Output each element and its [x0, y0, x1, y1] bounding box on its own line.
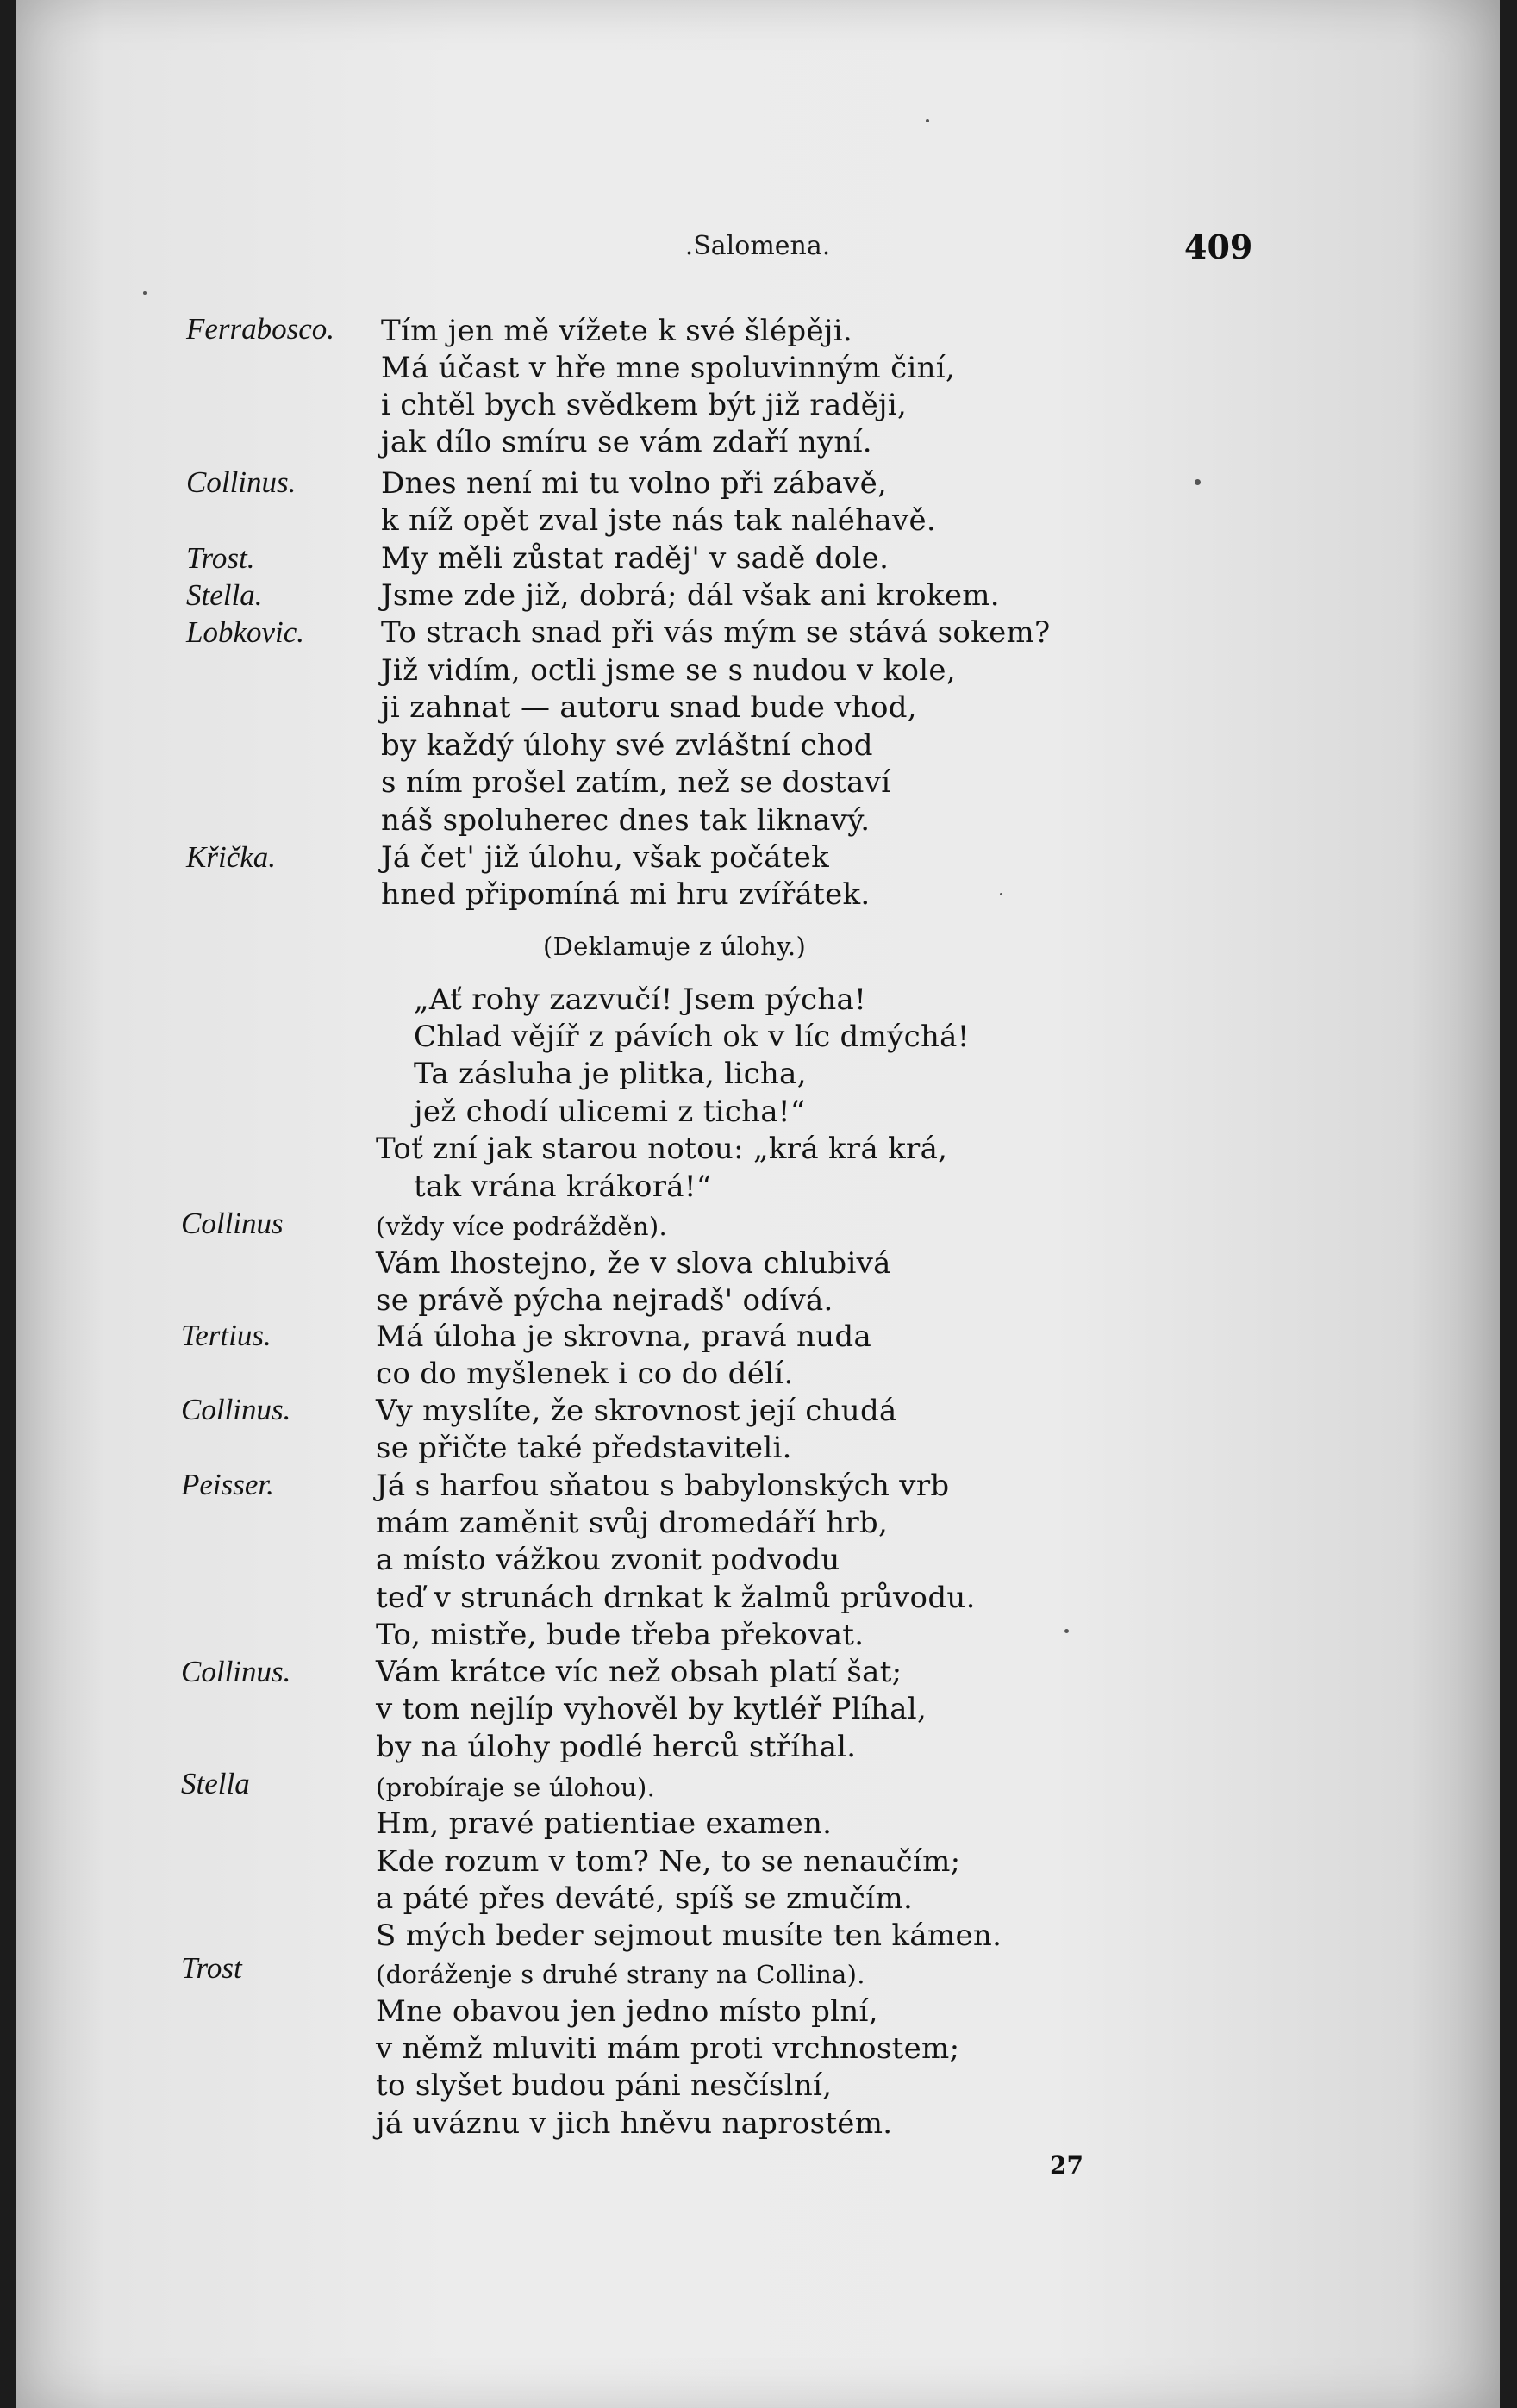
verse-line: Jsme zde již, dobrá; dál však ani krokem. — [381, 578, 1000, 613]
verse-line: Toť zní jak starou notou: „krá krá krá, — [376, 1132, 948, 1166]
verse-line: a páté přes deváté, spíš se zmučím. — [376, 1881, 914, 1916]
verse-line: Dnes není mi tu volno při zábavě, — [381, 466, 888, 501]
verse-line: To, mistře, bude třeba překovat. — [376, 1618, 865, 1652]
verse-line: se přičte také představiteli. — [376, 1431, 792, 1465]
speaker-collinus: Collinus. — [181, 1655, 291, 1688]
verse-line: „Ať rohy zazvučí! Jsem pýcha! — [414, 983, 867, 1017]
verse-line: S mých beder sejmout musíte ten kámen. — [376, 1918, 1002, 1953]
verse-line: teď v strunách drnkat k žalmů průvodu. — [376, 1581, 976, 1615]
verse-line: já uváznu v jich hněvu naprostém. — [376, 2106, 893, 2141]
print-speck — [1195, 479, 1201, 485]
stage-direction: (vždy více podrážděn). — [376, 1212, 667, 1241]
verse-line: Vám krátce víc než obsah platí šat; — [376, 1655, 902, 1689]
verse-line: Vy myslíte, že skrovnost její chudá — [376, 1394, 897, 1428]
running-head: .Salomena. — [684, 231, 831, 261]
verse-line: v tom nejlíp vyhověl by kytléř Plíhal, — [376, 1692, 927, 1726]
verse-line: se právě pýcha nejradš' odívá. — [376, 1283, 833, 1318]
verse-line: by každý úlohy své zvláštní chod — [381, 728, 873, 763]
verse-line: Ta zásluha je plitka, licha, — [414, 1057, 807, 1091]
speaker-peisser: Peisser. — [181, 1468, 274, 1501]
verse-line: Vám lhostejno, že v slova chlubivá — [376, 1246, 891, 1281]
verse-line: Tím jen mě vížete k své šlépěji. — [381, 314, 852, 348]
stage-direction: (probíraje se úlohou). — [376, 1773, 656, 1802]
verse-line: v němž mluviti mám proti vrchnostem; — [376, 2031, 960, 2066]
speaker-collinus: Collinus — [181, 1207, 284, 1240]
verse-line: ji zahnat — autoru snad bude vhod, — [381, 690, 917, 725]
speaker-lobkovic: Lobkovic. — [186, 615, 305, 649]
verse-line: Kde rozum v tom? Ne, to se nenaučím; — [376, 1844, 961, 1879]
verse-line: to slyšet budou páni nesčíslní, — [376, 2068, 833, 2103]
speaker-stella: Stella. — [186, 578, 263, 612]
speaker-ferrabosco: Ferrabosco. — [186, 312, 335, 346]
print-speck — [1000, 893, 1002, 895]
stage-direction: (Deklamuje z úlohy.) — [543, 932, 807, 961]
verse-line: My měli zůstat raděj' v sadě dole. — [381, 541, 890, 576]
speaker-collinus: Collinus. — [181, 1393, 291, 1426]
signature-mark: 27 — [1050, 2151, 1083, 2180]
page-number: 409 — [1184, 228, 1253, 266]
verse-line: tak vrána krákorá!“ — [414, 1170, 712, 1204]
stage-direction: (doráženje s druhé strany na Collina). — [376, 1960, 865, 1989]
print-speck — [143, 291, 147, 295]
verse-line: mám zaměnit svůj dromedáří hrb, — [376, 1506, 889, 1540]
print-speck — [926, 119, 929, 122]
speaker-collinus: Collinus. — [186, 465, 297, 499]
print-speck — [1064, 1629, 1069, 1633]
speaker-kricka: Křička. — [186, 840, 277, 874]
verse-line: jež chodí ulicemi z ticha!“ — [414, 1095, 806, 1129]
verse-line: náš spoluherec dnes tak liknavý. — [381, 803, 871, 838]
verse-line: Chlad vějíř z pávích ok v líc dmýchá! — [414, 1020, 970, 1054]
verse-line: a místo vážkou zvonit podvodu — [376, 1543, 840, 1577]
verse-line: i chtěl bych svědkem být již raději, — [381, 388, 908, 422]
verse-line: jak dílo smíru se vám zdaří nyní. — [381, 425, 872, 459]
verse-line: Má úloha je skrovna, pravá nuda — [376, 1319, 872, 1354]
verse-line: Já s harfou sňatou s babylonských vrb — [376, 1469, 950, 1503]
verse-line: k níž opět zval jste nás tak naléhavě. — [381, 503, 937, 538]
verse-line: To strach snad při vás mým se stává sokem? — [381, 615, 1051, 650]
verse-line: Již vidím, octli jsme se s nudou v kole, — [381, 653, 956, 688]
verse-line: Hm, pravé patientiae examen. — [376, 1806, 833, 1841]
verse-line: s ním prošel zatím, než se dostaví — [381, 765, 891, 800]
book-page — [16, 0, 1500, 2408]
verse-line: co do myšlenek i co do délí. — [376, 1357, 794, 1391]
speaker-stella: Stella — [181, 1767, 250, 1800]
verse-line: Má účast v hře mne spoluvinným činí, — [381, 351, 956, 385]
verse-line: by na úlohy podlé herců stříhal. — [376, 1730, 857, 1764]
verse-line: Já čet' již úlohu, však počátek — [381, 840, 830, 875]
speaker-trost: Trost. — [186, 541, 255, 575]
speaker-tertius: Tertius. — [181, 1319, 272, 1352]
verse-line: hned připomíná mi hru zvířátek. — [381, 877, 871, 912]
verse-line: Mne obavou jen jedno místo plní, — [376, 1994, 878, 2029]
speaker-trost: Trost — [181, 1951, 242, 1985]
